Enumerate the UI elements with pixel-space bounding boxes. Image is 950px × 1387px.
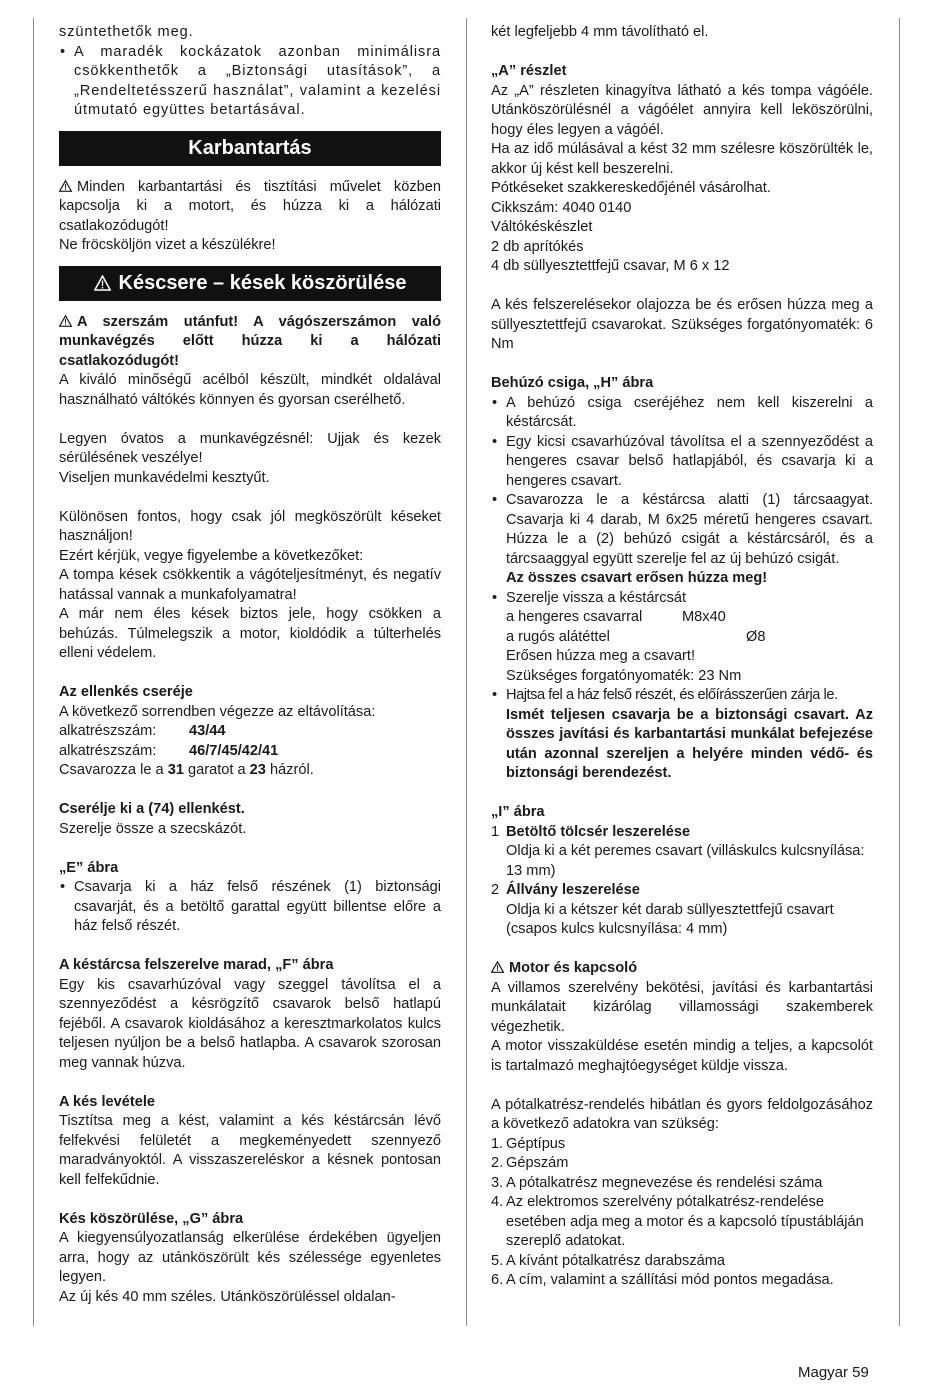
right-column-rule	[899, 18, 900, 1326]
h-list	[491, 394, 873, 784]
g-text: A kiegyensúlyozatlanság elkerülése érdekében ügyeljen arra, hogy az utánköszörült kés szélessége egyenletes legyen.	[59, 1230, 441, 1285]
careful-text-2: Viseljen munkavédelmi kesztyűt.	[59, 469, 270, 486]
order-list	[491, 1135, 873, 1291]
left-column-rule	[33, 18, 34, 1326]
kescsere-warning: A szerszám utánfut! A vágószerszámon való munkavégzés előtt húzza ki a hálózati csatlakozódugót!	[59, 313, 441, 369]
intro-bullet: • A maradék kockázatok azonban minimálisra csökkenthetők a „Biztonsági utasítások”, a „Rendeltetésszerű használat”, valamint a kezelési útmutató együttes betartásával.	[59, 43, 441, 121]
motor-text-1: A villamos szerelvény bekötési, javítási és karbantartási munkálatait kizárólag villamossági szakemberek végezhetik.	[491, 979, 873, 1035]
right-column	[491, 23, 873, 1291]
i-heading: „I” ábra	[491, 804, 545, 820]
f-heading: A késtárcsa felszerelve marad, „F” ábra	[59, 957, 334, 973]
a-text-5: Váltókéskészlet	[491, 219, 593, 235]
a-text-4: Cikkszám: 4040 0140	[491, 199, 632, 216]
order-item: 4. Az elektromos szerelvény pótalkatrész-rendelése esetében adja meg a motor és a kapcsoló típustábláján szereplő adatokat.	[491, 1194, 864, 1249]
order-item: 3. A pótalkatrész megnevezése és rendelési száma	[491, 1174, 823, 1191]
g-text-2: Az új kés 40 mm széles. Utánköszörüléssel oldalan-	[59, 1288, 396, 1305]
a-text-6: 2 db aprítókés	[491, 238, 584, 255]
a-text-1: Az „A” részleten kinagyítva látható a kés tompa vágóéle. Utánköszörülésnél a vágóélet annyira kell leköszörülni, hogy éles legyen a vágóél.	[491, 82, 873, 138]
part-row-1: alkatrészszám: 43/44	[59, 723, 226, 739]
i-list	[491, 823, 873, 940]
e-heading: „E” ábra	[59, 859, 119, 876]
h-heading: Behúzó csiga, „H” ábra	[491, 375, 654, 391]
warning-icon	[491, 961, 504, 973]
g-heading: Kés köszörülése, „G” ábra	[59, 1210, 244, 1227]
left-column	[59, 23, 441, 1307]
karbantartas-warning: Minden karbantartási és tisztítási művelet közben kapcsolja ki a motort, és húzza ki a hálózati csatlakozódugót!	[59, 178, 441, 234]
a-text-2: Ha az idő múlásával a kést 32 mm szélesre köszörülték le, akkor új kést kell beszerelni.	[491, 141, 873, 177]
i-item-1: 1 Betöltő tölcsér leszerelése Oldja ki a két peremes csavart (villáskulcs kulcsnyílása: 13 mm)	[491, 823, 865, 879]
f-text: Egy kis csavarhúzóval vagy szeggel távolítsa el a szennyeződést a késrögzítő csavarok belső hatlapú fejéből. A csavarok kioldásához a keresztmarkolatos kulcs teljesen nyúljon be a belső hatlapba. A csavarok szorosan meg vannak húzva.	[59, 976, 441, 1071]
e-list	[59, 878, 441, 937]
warning-icon	[94, 275, 111, 291]
kescsere-heading: Késcsere – kések köszörülése	[59, 266, 441, 301]
motor-text-2: A motor visszaküldése esetén mindig a teljes, a kapcsolót is tartalmazó meghajtóegységet küldje vissza.	[491, 1038, 873, 1074]
continued-text: két legfeljebb 4 mm távolítható el.	[491, 24, 709, 40]
a-heading: „A” részlet	[491, 63, 567, 79]
part-row-2: alkatrészszám: 46/7/45/42/41	[59, 742, 279, 759]
intro-line: szüntethetők meg.	[59, 24, 194, 40]
order-item: 2. Gépszám	[491, 1155, 569, 1171]
karbantartas-water: Ne fröcsköljön vizet a készülékre!	[59, 237, 276, 253]
unscrew-text: Csavarozza le a 31 garatot a 23 házról.	[59, 762, 314, 778]
replace-text: Szerelje össze a szecskázót.	[59, 820, 247, 837]
warning-icon	[59, 180, 72, 192]
a-text-7: 4 db süllyesztettfejű csavar, M 6 x 12	[491, 258, 730, 274]
careful-text-1: Legyen óvatos a munkavégzésnél: Ujjak és kezek sérülésének veszélye!	[59, 430, 441, 466]
h-bullet-5: • Hajtsa fel a ház felső részét, és előírásszerűen zárja le. Ismét teljesen csavarja be a biztonsági csavart. Az összes javítási és karbantartási munkálat befejezése után azonnal szereljen a helyére minden védő- és biztonsági berendezést.	[491, 686, 873, 784]
karbantartas-heading: Karbantartás	[59, 131, 441, 166]
h-bullet-1: • A behúzó csiga cseréjéhez nem kell kiszerelni a késtárcsát.	[491, 394, 873, 433]
ellenkes-heading: Az ellenkés cseréje	[59, 684, 193, 700]
e-bullet: • Csavarja ki a ház felső részének (1) biztonsági csavarját, és a betöltő garattal együtt billentse előre a ház felső részét.	[59, 878, 441, 937]
order-item: 5. A kívánt pótalkatrész darabszáma	[491, 1252, 726, 1269]
levetel-heading: A kés levétele	[59, 1093, 156, 1110]
order-item: 6. A cím, valamint a szállítási mód pontos megadása.	[491, 1272, 834, 1288]
h-bullet-2: • Egy kicsi csavarhúzóval távolítsa el a szennyeződést a hengeres csavar belső hatlapjából, és csavarja ki a hengeres csavart.	[491, 433, 873, 492]
center-column-rule	[466, 18, 467, 1326]
motor-heading: Motor és kapcsoló	[491, 959, 873, 979]
important-text-4: A már nem éles kések biztos jele, hogy csökken a behúzás. Túlmelegszik a motor, kioldódik a túlterhelés elleni védelem.	[59, 606, 441, 661]
h-bullet-4: • Szerelje vissza a késtárcsát a hengeres csavarral M8x40 a rugós alátéttel Ø8 Erősen húzza meg a csavart! Szükséges forgatónyomaték: 23 Nm	[491, 589, 873, 687]
warning-icon	[59, 315, 72, 327]
h-bullet-3: • Csavarozza le a késtárcsa alatti (1) tárcsaagyat. Csavarja ki 4 darab, M 6x25 méretű hengeres csavart. Húzza le a (2) behúzó csigát a késtárcsáról, és a tárcsaaggyal együtt szerelje fel az új behúzó csigát. Az összes csavart erősen húzza meg!	[491, 491, 873, 589]
intro-list	[59, 43, 441, 121]
ellenkes-text: A következő sorrendben végezze az eltávolítása:	[59, 703, 376, 720]
important-text-1: Különösen fontos, hogy csak jól megköszörült késeket használjon!	[59, 508, 441, 544]
order-item: 1. Géptípus	[491, 1135, 566, 1152]
a-text-3: Pótkéseket szakkereskedőjénél vásárolhat.	[491, 180, 771, 196]
important-text-3: A tompa kések csökkentik a vágóteljesítményt, és negatív hatással vannak a munkafolyamatra!	[59, 567, 441, 603]
page-footer: Magyar 59	[798, 1364, 869, 1381]
replace-heading: Cserélje ki a (74) ellenkést.	[59, 801, 245, 817]
oil-text: A kés felszerelésekor olajozza be és erősen húzza meg a süllyesztettfejű csavarokat. Szükséges forgatónyomaték: 6 Nm	[491, 297, 873, 352]
important-text-2: Ezért kérjük, vegye figyelembe a következőket:	[59, 547, 364, 564]
order-intro: A pótalkatrész-rendelés hibátlan és gyors feldolgozásához a következő adatokra van szükség:	[491, 1096, 873, 1132]
levetel-text: Tisztítsa meg a kést, valamint a kés késtárcsán lévő felfekvési felületét a megkeményedett szennyező maradványoktól. A visszaszereléskor a késnek pontosan kell felfekűdnie.	[59, 1113, 441, 1188]
kescsere-text: A kiváló minőségű acélból készült, mindkét oldalával használható váltókés könnyen és gyorsan cserélhető.	[59, 372, 441, 408]
i-item-2: 2 Állvány leszerelése Oldja ki a kétszer két darab süllyesztettfejű csavart (csapos kulcs kulcsnyílása: 4 mm)	[491, 882, 834, 937]
